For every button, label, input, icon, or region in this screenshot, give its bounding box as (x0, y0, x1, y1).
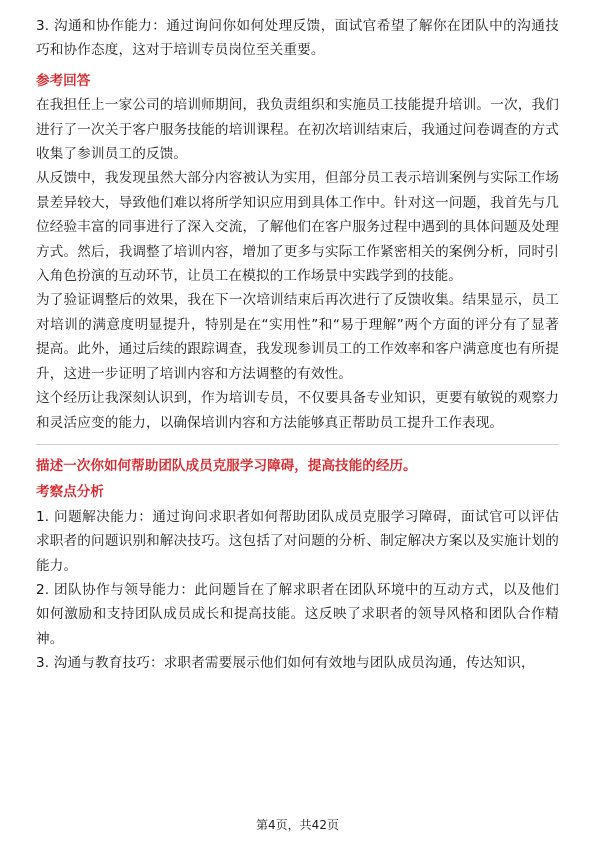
answer-heading: 参考回答 (36, 72, 91, 89)
answer-paragraph-2: 从反馈中，我发现虽然大部分内容被认为实用，但部分员工表示培训案例与实际工作场景差异较大，导致他们难以将所学知识应用到具体工作中。针对这一问题，我首先与几位经验丰富的同事进行了深入交流，了解他们在客户服务过程中遇到的具体问题及处理方式。然后，我调整了培训内容，增加了更多与实际工作紧密相关的案例分析，同时引入角色扮演的互动环节，让员工在模拟的工作场景中实践学到的技能。 (36, 170, 559, 285)
analysis-item-2: 2. 团队协作与领导能力：此问题旨在了解求职者在团队环境中的互动方式，以及他们如何激励和支持团队成员成长和提高技能。这反映了求职者的领导风格和团队合作精神。 (36, 581, 559, 647)
analysis-item-1: 1. 问题解决能力：通过询问求职者如何帮助团队成员克服学习障碍，面试官可以评估求职者的问题识别和解决技巧。这包括了对问题的分析、制定解决方案以及实施计划的能力。 (36, 508, 559, 574)
answer-paragraph-3: 为了验证调整后的效果，我在下一次培训结束后再次进行了反馈收集。结果显示，员工对培训的满意度明显提升，特别是在“实用性”和“易于理解”两个方面的评分有了显著提高。此外，通过后续的跟踪调查，我发现参训员工的工作效率和客户满意度也有所提升，这进一步证明了培训内容和方法调整的有效性。 (36, 292, 559, 382)
section-divider (36, 444, 559, 445)
answer-paragraph-1: 在我担任上一家公司的培训师期间，我负责组织和实施员工技能提升培训。一次，我们进行了一次关于客户服务技能的培训课程。在初次培训结束后，我通过问卷调查的方式收集了参训员工的反馈。 (36, 97, 559, 163)
analysis-item-3: 3. 沟通与教育技巧：求职者需要展示他们如何有效地与团队成员沟通，传达知识， (36, 655, 535, 672)
question-title: 描述一次你如何帮助团队成员克服学习障碍，提高技能的经历。 (36, 457, 417, 474)
document-page (36, 14, 559, 676)
criteria-item-3: 3. 沟通和协作能力：通过询问你如何处理反馈，面试官希望了解你在团队中的沟通技巧和协作态度，这对于培训专员岗位至关重要。 (36, 18, 559, 59)
answer-paragraph-4: 这个经历让我深刻认识到，作为培训专员，不仅要具备专业知识，更要有敏锐的观察力和灵活应变的能力，以确保培训内容和方法能够真正帮助员工提升工作表现。 (36, 390, 559, 431)
analysis-heading: 考察点分析 (36, 484, 104, 501)
page-number: 第4页，共42页 (256, 818, 339, 832)
